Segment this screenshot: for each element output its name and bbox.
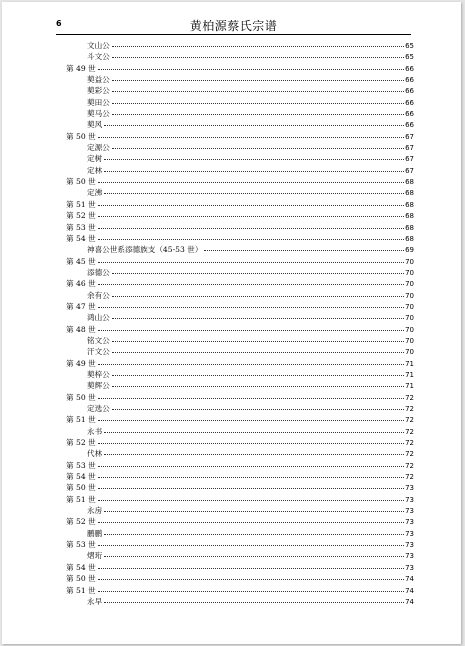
toc-entry-page: 72 (405, 416, 414, 425)
dot-leader (112, 103, 404, 104)
toc-entry[interactable] (66, 256, 414, 267)
dot-leader (98, 568, 404, 569)
dot-leader (112, 375, 404, 376)
toc-entry-title: 添德公 (87, 267, 110, 277)
toc-entry-page: 66 (405, 87, 414, 96)
toc-entry-title: 第 48 世 (66, 324, 96, 334)
dot-leader (112, 91, 404, 92)
toc-entry-title: 第 47 世 (66, 301, 96, 311)
toc-entry-title: 葜风 (87, 120, 103, 130)
dot-leader (112, 148, 404, 149)
toc-entry-page: 68 (405, 178, 414, 187)
toc-entry-page: 73 (405, 507, 414, 516)
toc-entry-title: 第 54 世 (66, 562, 96, 572)
dot-leader (98, 466, 404, 467)
toc-entry-page: 74 (405, 586, 414, 595)
dot-leader (112, 46, 404, 47)
dot-leader (112, 409, 404, 410)
toc-entry[interactable] (66, 403, 414, 414)
toc-entry-title: 定沸 (87, 188, 103, 198)
dot-leader (112, 318, 404, 319)
dot-leader (204, 250, 404, 251)
toc-entry-page: 68 (405, 234, 414, 243)
toc-entry-page: 66 (405, 110, 414, 119)
toc-entry-title: 第 51 世 (66, 199, 96, 209)
dot-leader (98, 216, 404, 217)
toc-entry-page: 71 (405, 370, 414, 379)
dot-leader (98, 330, 404, 331)
toc-entry[interactable] (66, 437, 414, 448)
toc-entry[interactable] (66, 471, 414, 482)
toc-entry-page: 74 (405, 575, 414, 584)
toc-entry-page: 71 (405, 359, 414, 368)
dot-leader (98, 69, 404, 70)
dot-leader (112, 57, 404, 58)
toc-entry[interactable] (66, 210, 414, 221)
toc-entry-page: 72 (405, 439, 414, 448)
toc-entry[interactable] (66, 596, 414, 607)
toc-entry-page: 70 (405, 268, 414, 277)
toc-entry[interactable] (66, 267, 414, 278)
toc-entry[interactable] (66, 324, 414, 335)
toc-entry-title: 永书 (87, 426, 103, 436)
toc-entry-page: 66 (405, 64, 414, 73)
toc-entry[interactable] (66, 85, 414, 96)
toc-entry-title: 葜马公 (87, 109, 110, 119)
toc-entry-page: 68 (405, 223, 414, 232)
toc-entry-page: 68 (405, 200, 414, 209)
toc-entry-page: 67 (405, 166, 414, 175)
toc-entry-page: 72 (405, 405, 414, 413)
dot-leader (112, 80, 404, 81)
toc-entry-page: 73 (405, 563, 414, 572)
toc-entry[interactable] (66, 573, 414, 584)
dot-leader (98, 488, 404, 489)
toc-entry-title: 第 50 世 (66, 574, 96, 584)
toc-entry-title: 第 51 世 (66, 415, 96, 425)
toc-entry[interactable] (66, 312, 414, 323)
table-of-contents (66, 40, 414, 607)
toc-entry-title: 第 49 世 (66, 358, 96, 368)
toc-entry[interactable] (66, 448, 414, 459)
toc-entry[interactable] (66, 460, 414, 471)
toc-entry[interactable] (66, 426, 414, 437)
toc-entry-page: 73 (405, 529, 414, 538)
toc-entry-page: 70 (405, 257, 414, 266)
toc-entry-title: 定林 (87, 165, 103, 175)
toc-entry-page: 70 (405, 336, 414, 345)
toc-entry-page: 73 (405, 552, 414, 561)
toc-entry[interactable] (66, 97, 414, 108)
toc-entry[interactable] (66, 528, 414, 539)
toc-entry-title: 鹏鹏 (87, 528, 103, 538)
toc-entry-title: 葜田公 (87, 97, 110, 107)
dot-leader (112, 273, 404, 274)
toc-entry[interactable] (66, 187, 414, 198)
toc-entry-title: 鸿山公 (87, 313, 110, 323)
toc-entry[interactable] (66, 562, 414, 573)
toc-entry-title: 汗文公 (87, 347, 110, 357)
page-header (56, 19, 411, 35)
toc-entry[interactable] (66, 176, 414, 187)
dot-leader (104, 159, 404, 160)
dot-leader (112, 341, 404, 342)
toc-entry-page: 66 (405, 121, 414, 130)
toc-entry[interactable] (66, 131, 414, 142)
toc-entry-page: 70 (405, 348, 414, 357)
toc-entry-title: 神喜公世系添德族支（45-53 世） (87, 245, 203, 255)
toc-entry-page: 65 (405, 42, 414, 50)
toc-entry[interactable] (66, 165, 414, 176)
toc-entry[interactable] (66, 153, 414, 164)
dot-leader (98, 284, 404, 285)
dot-leader (98, 420, 404, 421)
toc-entry-page: 70 (405, 280, 414, 289)
toc-entry-page: 67 (405, 155, 414, 164)
toc-entry-title: 葜彩公 (87, 86, 110, 96)
toc-entry-title: 斗文公 (87, 52, 110, 62)
toc-entry[interactable] (66, 392, 414, 403)
dot-leader (98, 500, 404, 501)
toc-entry[interactable] (66, 108, 414, 119)
page-number: 6 (56, 19, 62, 28)
toc-entry-page: 73 (405, 518, 414, 527)
dot-leader (98, 205, 404, 206)
toc-entry-page: 67 (405, 132, 414, 141)
toc-entry-title: 第 53 世 (66, 222, 96, 232)
toc-entry-page: 70 (405, 302, 414, 311)
toc-entry[interactable] (66, 278, 414, 289)
toc-entry[interactable] (66, 74, 414, 85)
toc-entry[interactable] (66, 40, 414, 51)
toc-entry-title: 定源公 (87, 143, 110, 153)
toc-entry-page: 71 (405, 382, 414, 391)
toc-entry[interactable] (66, 494, 414, 505)
dot-leader (98, 398, 404, 399)
toc-entry[interactable] (66, 233, 414, 244)
toc-entry-page: 67 (405, 144, 414, 153)
toc-entry[interactable] (66, 346, 414, 357)
dot-leader (98, 307, 404, 308)
toc-entry-title: 第 50 世 (66, 483, 96, 493)
dot-leader (112, 296, 404, 297)
dot-leader (104, 511, 404, 512)
dot-leader (98, 443, 404, 444)
toc-entry-page: 66 (405, 98, 414, 107)
toc-entry-title: 熠珩 (87, 551, 103, 561)
dot-leader (104, 602, 404, 603)
toc-entry[interactable] (66, 380, 414, 391)
toc-entry[interactable] (66, 63, 414, 74)
toc-entry-page: 73 (405, 541, 414, 550)
toc-entry[interactable] (66, 142, 414, 153)
toc-entry[interactable] (66, 369, 414, 380)
toc-entry-title: 第 52 世 (66, 438, 96, 448)
toc-entry-page: 70 (405, 325, 414, 334)
toc-entry-title: 代林 (87, 449, 103, 459)
dot-leader (98, 239, 404, 240)
toc-entry-page: 73 (405, 495, 414, 504)
toc-entry-title: 第 51 世 (66, 494, 96, 504)
toc-entry[interactable] (66, 550, 414, 561)
toc-entry-page: 68 (405, 189, 414, 198)
dot-leader (104, 171, 404, 172)
dot-leader (98, 182, 404, 183)
toc-entry[interactable] (66, 516, 414, 527)
toc-entry[interactable] (66, 335, 414, 346)
toc-entry-page: 70 (405, 291, 414, 300)
toc-entry[interactable] (66, 505, 414, 516)
toc-entry-title: 第 49 世 (66, 63, 96, 73)
toc-entry-title: 第 53 世 (66, 540, 96, 550)
toc-entry-title: 葜辉公 (87, 381, 110, 391)
toc-entry-page: 73 (405, 484, 414, 493)
toc-entry-title: 永早 (87, 596, 103, 606)
toc-entry-page: 68 (405, 212, 414, 221)
dot-leader (98, 228, 404, 229)
toc-entry-title: 第 51 世 (66, 585, 96, 595)
toc-entry-title: 第 52 世 (66, 517, 96, 527)
dot-leader (112, 386, 404, 387)
toc-entry[interactable] (66, 290, 414, 301)
toc-entry-page: 66 (405, 76, 414, 85)
toc-entry-title: 第 54 世 (66, 472, 96, 482)
toc-entry-title: 葜梓公 (87, 369, 110, 379)
toc-entry[interactable] (66, 199, 414, 210)
document-page (2, 2, 461, 644)
toc-entry[interactable] (66, 539, 414, 550)
toc-entry-title: 第 50 世 (66, 177, 96, 187)
toc-entry-title: 第 45 世 (66, 256, 96, 266)
toc-entry-title: 第 54 世 (66, 233, 96, 243)
dot-leader (104, 534, 404, 535)
dot-leader (98, 591, 404, 592)
toc-entry-page: 72 (405, 461, 414, 470)
dot-leader (98, 545, 404, 546)
dot-leader (104, 432, 404, 433)
dot-leader (98, 522, 404, 523)
toc-entry[interactable] (66, 585, 414, 596)
dot-leader (98, 477, 404, 478)
toc-entry-title: 铭文公 (87, 335, 110, 345)
toc-entry-page: 72 (405, 427, 414, 436)
toc-entry-title: 文山公 (87, 41, 110, 50)
toc-entry[interactable] (66, 244, 414, 255)
toc-entry-title: 余有公 (87, 290, 110, 300)
toc-entry-title: 葜益公 (87, 75, 110, 85)
toc-entry-title: 第 46 世 (66, 279, 96, 289)
dot-leader (98, 579, 404, 580)
toc-entry[interactable] (66, 414, 414, 425)
toc-entry[interactable] (66, 51, 414, 62)
toc-entry-title: 第 53 世 (66, 460, 96, 470)
toc-entry[interactable] (66, 482, 414, 493)
toc-entry-page: 74 (405, 597, 414, 606)
toc-entry-title: 永房 (87, 506, 103, 516)
toc-entry-page: 72 (405, 450, 414, 459)
document-title: 黄柏源蔡氏宗谱 (189, 19, 278, 33)
toc-entry-title: 第 52 世 (66, 211, 96, 221)
toc-entry-page: 72 (405, 473, 414, 482)
dot-leader (104, 193, 404, 194)
dot-leader (104, 454, 404, 455)
dot-leader (112, 114, 404, 115)
toc-entry-page: 65 (405, 53, 414, 62)
toc-entry-page: 72 (405, 393, 414, 402)
toc-entry[interactable] (66, 222, 414, 233)
toc-entry[interactable] (66, 301, 414, 312)
toc-entry-title: 定树 (87, 154, 103, 164)
dot-leader (98, 262, 404, 263)
toc-entry[interactable] (66, 119, 414, 130)
dot-leader (104, 125, 404, 126)
toc-entry-title: 第 50 世 (66, 392, 96, 402)
dot-leader (112, 352, 404, 353)
dot-leader (104, 556, 404, 557)
toc-entry-title: 第 50 世 (66, 131, 96, 141)
toc-entry-title: 定选公 (87, 404, 110, 413)
toc-entry[interactable] (66, 358, 414, 369)
dot-leader (98, 137, 404, 138)
dot-leader (98, 364, 404, 365)
toc-entry-page: 69 (405, 246, 414, 255)
toc-entry-page: 70 (405, 314, 414, 323)
